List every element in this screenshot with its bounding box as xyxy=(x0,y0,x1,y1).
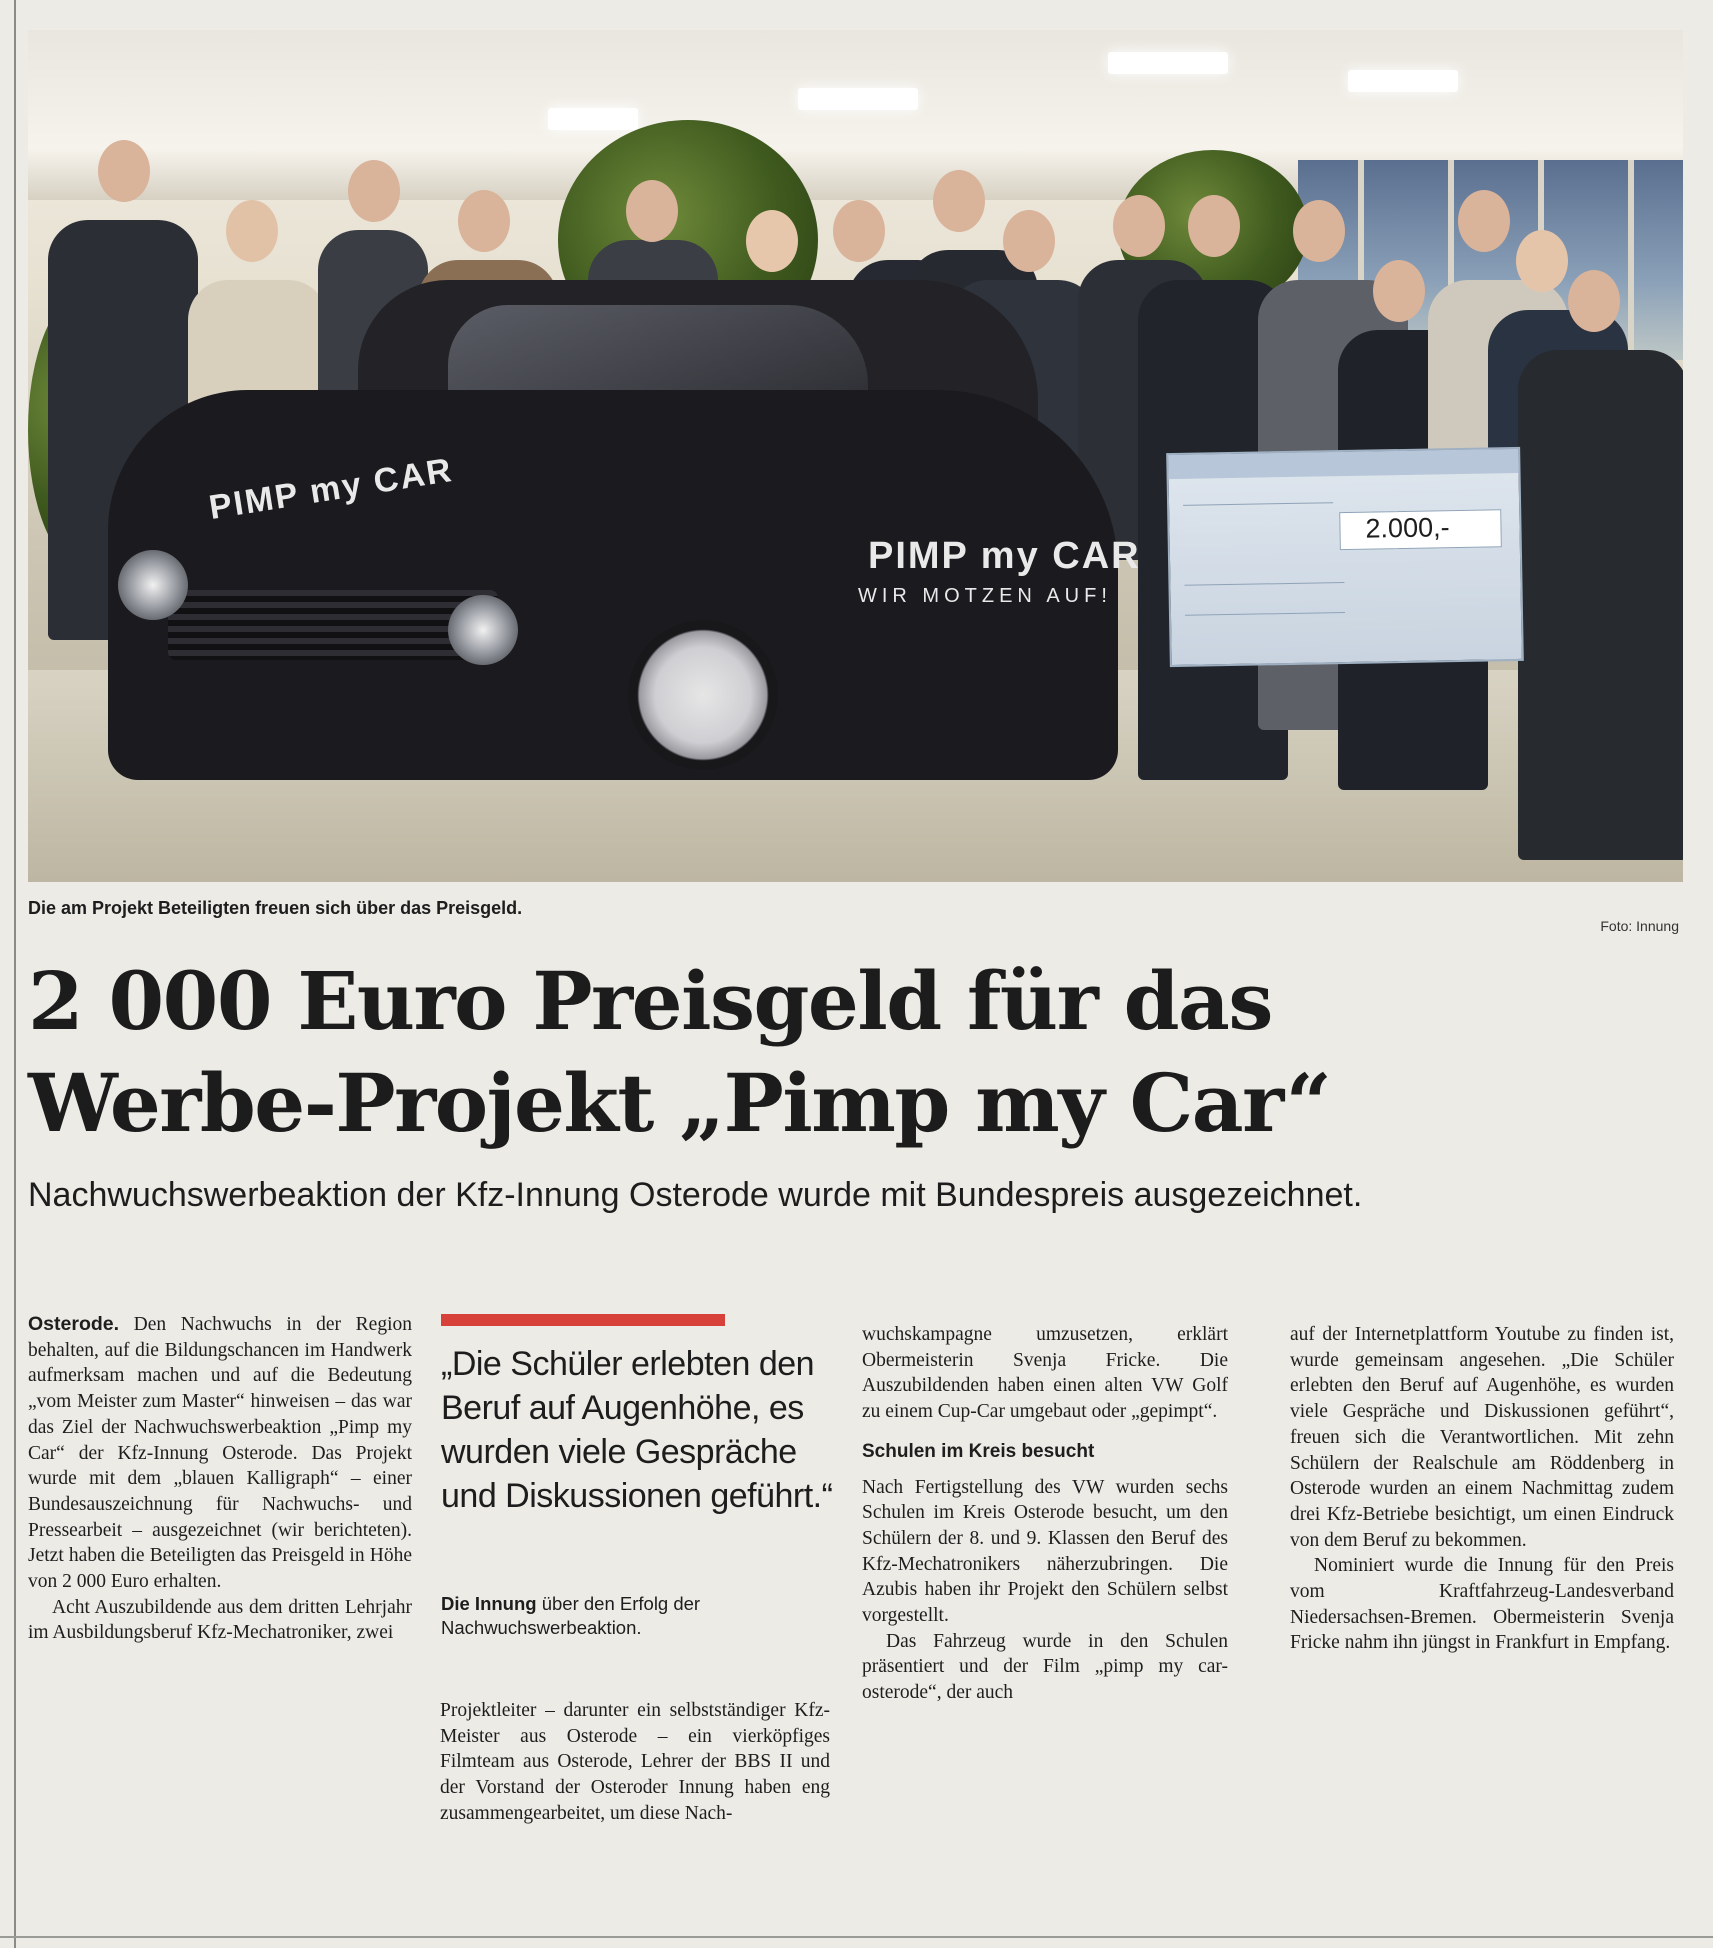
paragraph: Projektleiter – darunter ein selbstständiger Kfz-Meister aus Osterode – ein vierköpfiges Filmteam aus Osterode, Lehrer der BBS II und der Vorstand der Osteroder Innung haben eng zusammengearbeitet, um diese Nach- xyxy=(440,1700,830,1824)
cheque-amount: 2.000,- xyxy=(1365,512,1450,544)
person-head xyxy=(458,190,510,252)
ceiling-light xyxy=(1348,70,1458,92)
car-hood-logo: PIMP my CAR xyxy=(206,450,456,528)
pullquote: „Die Schüler erlebten den Beruf auf Augenhöhe, es wurden viele Gespräche und Diskussionen geführt.“ xyxy=(441,1345,833,1515)
car-door-slogan: WIR MOTZEN AUF! xyxy=(858,585,1112,607)
person-head xyxy=(746,210,798,272)
paragraph: wuchskampagne umzusetzen, erklärt Obermeisterin Svenja Fricke. Die Auszubildenden haben einen alten VW Golf zu einem Cup-Car umgebaut oder „gepimpt“. xyxy=(862,1324,1228,1423)
car-headlight xyxy=(448,595,518,665)
person-head xyxy=(226,200,278,262)
person-head xyxy=(1458,190,1510,252)
paragraph: Acht Auszubildende aus dem dritten Lehrjahr im Ausbildungsberuf Kfz-Mechatroniker, zwei xyxy=(28,1596,412,1644)
dateline: Osterode. xyxy=(28,1313,120,1335)
cheque-line xyxy=(1185,612,1345,616)
person-head xyxy=(1293,200,1345,262)
car-headlight xyxy=(118,550,188,620)
ceiling-light xyxy=(548,108,638,130)
headline-line: 2 000 Euro Preisgeld für das xyxy=(28,954,1272,1048)
person xyxy=(1518,350,1683,860)
cheque-line xyxy=(1183,502,1333,506)
person-head xyxy=(1373,260,1425,322)
paragraph: auf der Internetplattform Youtube zu finden ist, wurde gemeinsam angesehen. „Die Schüler erlebten den Beruf auf Augenhöhe, es wurden viele Gespräche und Diskussionen geführt“, freuen sich die Verantwortlichen. Mit zehn Schülern der Realschule am Röddenberg in Osterode wurden an einem Nachmittag zudem drei Kfz-Betriebe besichtigt, um einen Eindruck von dem Beruf zu bekommen. xyxy=(1290,1324,1674,1551)
car-wheel xyxy=(628,620,778,770)
person-head xyxy=(348,160,400,222)
pullquote-source-text: über den Erfolg der Nachwuchswerbeaktion. xyxy=(441,1593,701,1638)
article-column-1 xyxy=(28,1312,412,1646)
article-photo xyxy=(28,30,1683,882)
person-head xyxy=(98,140,150,202)
paragraph: Nominiert wurde die Innung für den Preis vom Kraftfahrzeug-Landesverband Niedersachsen-Bremen. Obermeisterin Svenja Fricke nahm ihn jüngst in Frankfurt in Empfang. xyxy=(1290,1555,1674,1654)
paragraph-text: Den Nachwuchs in der Region behalten, auf die Bildungschancen im Handwerk aufmerksam machen und auf die Bedeutung „vom Meister zum Master“ hinweisen – das war das Ziel der Nachwuchswerbeaktion „Pimp my Car“ der Kfz-Innung Osterode. Das Projekt wurde mit dem „blauen Kalligraph“ – einer Bundesauszeichnung für Nachwuchs- und Pressearbeit – ausgezeichnet (wir berichteten). Jetzt haben die Beteiligten das Preisgeld in Höhe von 2 000 Euro erhalten. xyxy=(28,1314,412,1593)
car-door-logo: PIMP my CAR xyxy=(868,535,1141,577)
page-bottom-edge xyxy=(0,1936,1713,1938)
headline-line: Werbe-Projekt „Pimp my Car“ xyxy=(28,1056,1331,1150)
section-subhead: Schulen im Kreis besucht xyxy=(862,1440,1095,1462)
pullquote-source xyxy=(441,1592,831,1640)
headline xyxy=(28,950,1668,1154)
subheadline: Nachwuchswerbeaktion der Kfz-Innung Osterode wurde mit Bundespreis ausgezeichnet. xyxy=(28,1176,1363,1214)
pullquote-source-name: Die Innung xyxy=(441,1593,537,1614)
article-column-4 xyxy=(1290,1322,1674,1656)
pullquote-accent-bar xyxy=(441,1314,725,1326)
person-head xyxy=(933,170,985,232)
person-head xyxy=(1003,210,1055,272)
photo-credit: Foto: Innung xyxy=(1600,918,1679,934)
article-column-2 xyxy=(440,1698,830,1827)
person-head xyxy=(626,180,678,242)
cheque-header xyxy=(1168,449,1518,479)
bleed-through-text xyxy=(1690,960,1713,1054)
person-head xyxy=(833,200,885,262)
person-head xyxy=(1516,230,1568,292)
page-edge xyxy=(14,0,16,1948)
photo-caption: Die am Projekt Beteiligten freuen sich über das Preisgeld. xyxy=(28,898,523,918)
person-head xyxy=(1568,270,1620,332)
paragraph: Nach Fertigstellung des VW wurden sechs Schulen im Kreis Osterode besucht, um den Schülern der 8. und 9. Klassen den Beruf des Kfz-Mechatronikers näherzubringen. Die Azubis haben ihr Projekt den Schülern selbst vorgestellt. xyxy=(862,1476,1228,1627)
ceiling-light xyxy=(798,88,918,110)
person-head xyxy=(1188,195,1240,257)
paragraph: Das Fahrzeug wurde in den Schulen präsentiert und der Film „pimp my car-osterode“, der auch xyxy=(862,1630,1228,1704)
paragraph xyxy=(28,1312,412,1595)
article-column-3 xyxy=(862,1322,1228,1706)
prize-cheque xyxy=(1166,447,1524,667)
person-head xyxy=(1113,195,1165,257)
ceiling-light xyxy=(1108,52,1228,74)
cheque-line xyxy=(1184,582,1344,586)
